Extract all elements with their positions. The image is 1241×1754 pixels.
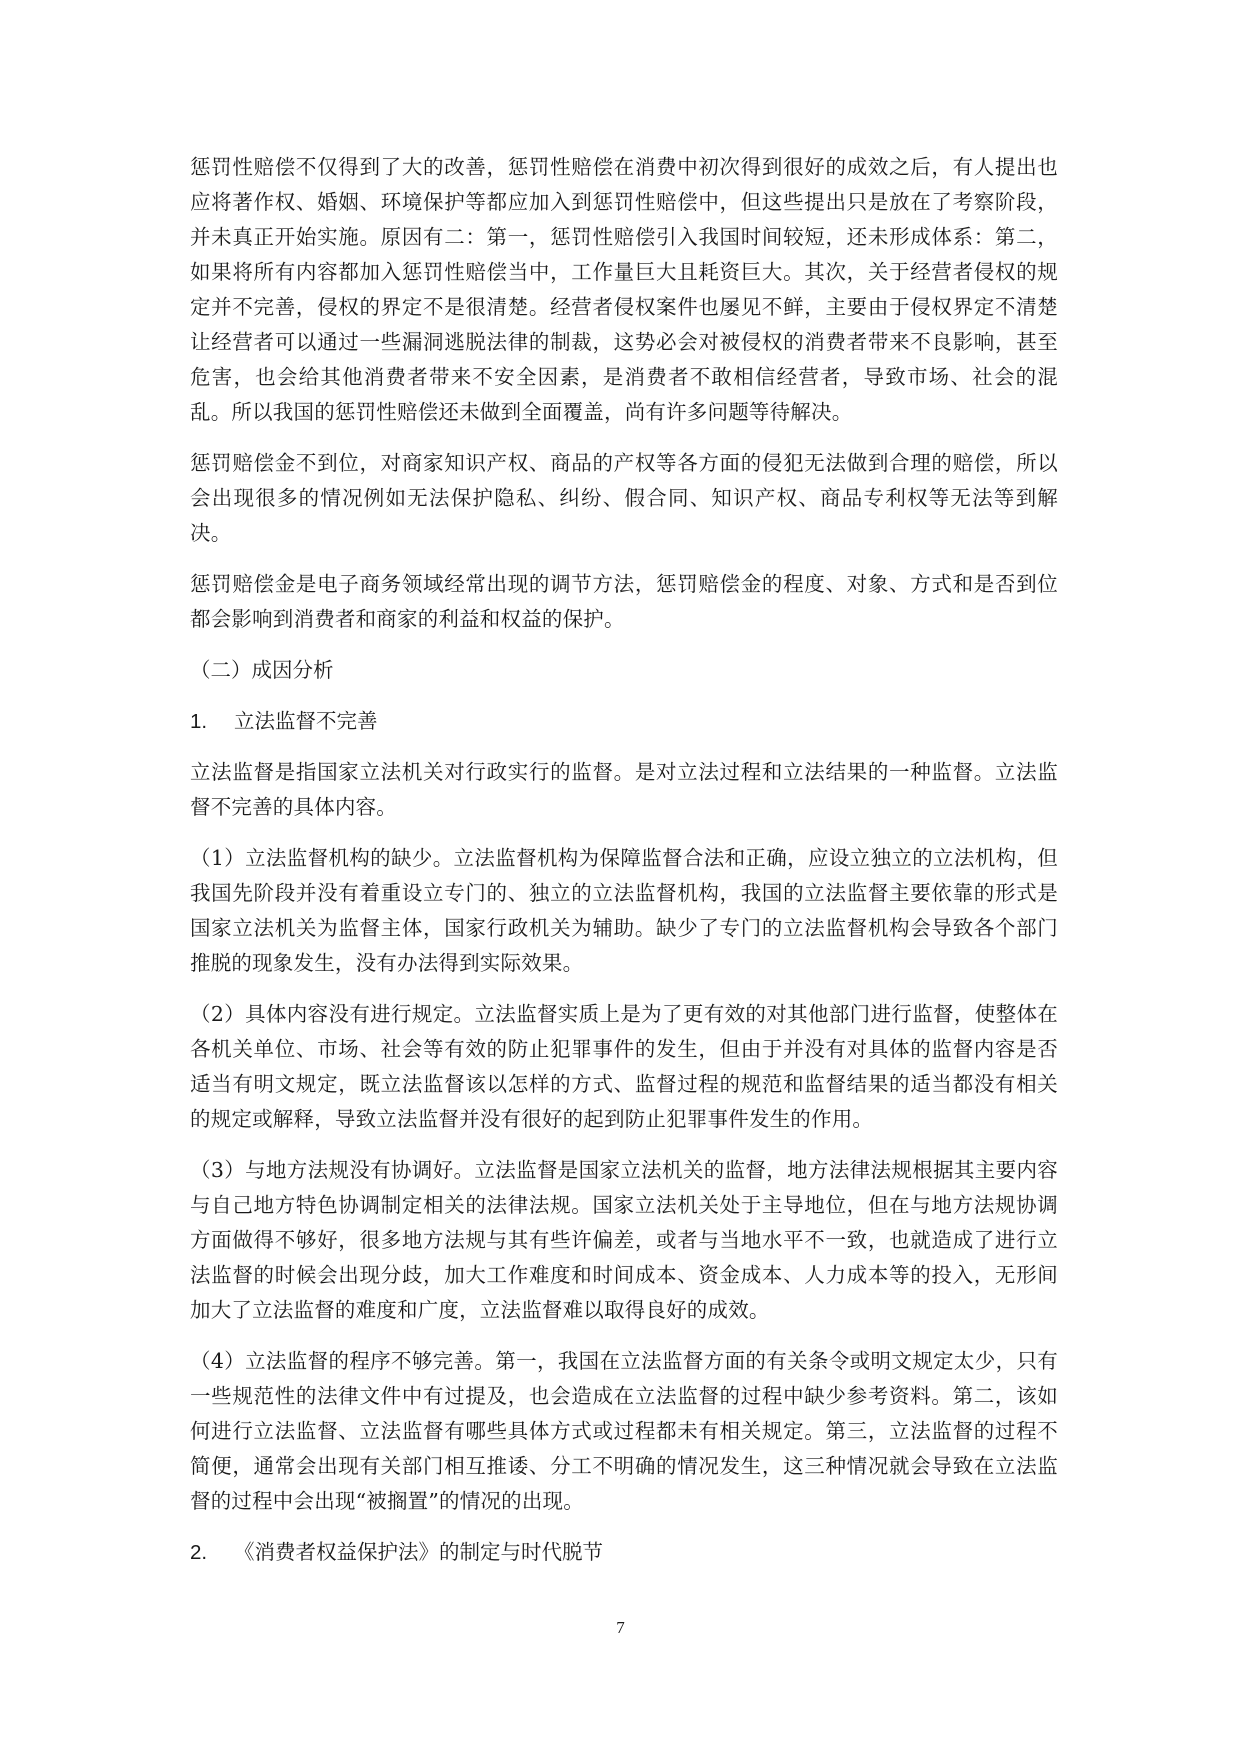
numbered-heading: [190, 1535, 1058, 1570]
section-heading: （二）成因分析: [190, 658, 334, 682]
body-paragraph: 惩罚赔偿金是电子商务领域经常出现的调节方法，惩罚赔偿金的程度、对象、方式和是否到位都会影响到消费者和商家的利益和权益的保护。: [190, 572, 1058, 631]
page-number: 7: [616, 1618, 625, 1637]
numbered-heading: [190, 704, 1058, 739]
list-number: 1.: [190, 710, 208, 733]
sub-point-paragraph: （4）立法监督的程序不够完善。第一，我国在立法监督方面的有关条令或明文规定太少，只有一些规范性的法律文件中有过提及，也会造成在立法监督的过程中缺少参考资料。第二，该如何进行立法监督、立法监督有哪些具体方式或过程都未有相关规定。第三，立法监督的过程不简便，通常会出现有关部门相互推诿、分工不明确的情况发生，这三种情况就会导致在立法监督的过程中会出现“被搁置”的情况的出现。: [190, 1349, 1058, 1513]
sub-point-paragraph: （3）与地方法规没有协调好。立法监督是国家立法机关的监督，地方法律法规根据其主要内容与自己地方特色协调制定相关的法律法规。国家立法机关处于主导地位，但在与地方法规协调方面做得不够好，很多地方法规与其有些许偏差，或者与当地水平不一致，也就造成了进行立法监督的时候会出现分歧，加大工作难度和时间成本、资金成本、人力成本等的投入，无形间加大了立法监督的难度和广度，立法监督难以取得良好的成效。: [190, 1158, 1058, 1322]
list-title: 《消费者权益保护法》的制定与时代脱节: [234, 1540, 603, 1564]
body-paragraph: 惩罚赔偿金不到位，对商家知识产权、商品的产权等各方面的侵犯无法做到合理的赔偿，所以会出现很多的情况例如无法保护隐私、纠纷、假合同、知识产权、商品专利权等无法等到解决。: [190, 451, 1058, 545]
page-body: [190, 150, 1058, 1586]
sub-point-paragraph: （2）具体内容没有进行规定。立法监督实质上是为了更有效的对其他部门进行监督，使整体在各机关单位、市场、社会等有效的防止犯罪事件的发生，但由于并没有对具体的监督内容是否适当有明文规定，既立法监督该以怎样的方式、监督过程的规范和监督结果的适当都没有相关的规定或解释，导致立法监督并没有很好的起到防止犯罪事件发生的作用。: [190, 1002, 1058, 1131]
body-paragraph: 惩罚性赔偿不仅得到了大的改善，惩罚性赔偿在消费中初次得到很好的成效之后，有人提出也应将著作权、婚姻、环境保护等都应加入到惩罚性赔偿中，但这些提出只是放在了考察阶段，并未真正开始实施。原因有二：第一，惩罚性赔偿引入我国时间较短，还未形成体系：第二，如果将所有内容都加入惩罚性赔偿当中，工作量巨大且耗资巨大。其次，关于经营者侵权的规定并不完善，侵权的界定不是很清楚。经营者侵权案件也屡见不鲜，主要由于侵权界定不清楚让经营者可以通过一些漏洞逃脱法律的制裁，这势必会对被侵权的消费者带来不良影响，甚至危害，也会给其他消费者带来不安全因素，是消费者不敢相信经营者，导致市场、社会的混乱。所以我国的惩罚性赔偿还未做到全面覆盖，尚有许多问题等待解决。: [190, 155, 1058, 424]
body-paragraph: 立法监督是指国家立法机关对行政实行的监督。是对立法过程和立法结果的一种监督。立法监督不完善的具体内容。: [190, 760, 1058, 819]
list-number: 2.: [190, 1541, 208, 1564]
list-title: 立法监督不完善: [234, 709, 378, 733]
sub-point-paragraph: （1）立法监督机构的缺少。立法监督机构为保障监督合法和正确，应设立独立的立法机构，但我国先阶段并没有着重设立专门的、独立的立法监督机构，我国的立法监督主要依靠的形式是国家立法机关为监督主体，国家行政机关为辅助。缺少了专门的立法监督机构会导致各个部门推脱的现象发生，没有办法得到实际效果。: [190, 846, 1058, 975]
